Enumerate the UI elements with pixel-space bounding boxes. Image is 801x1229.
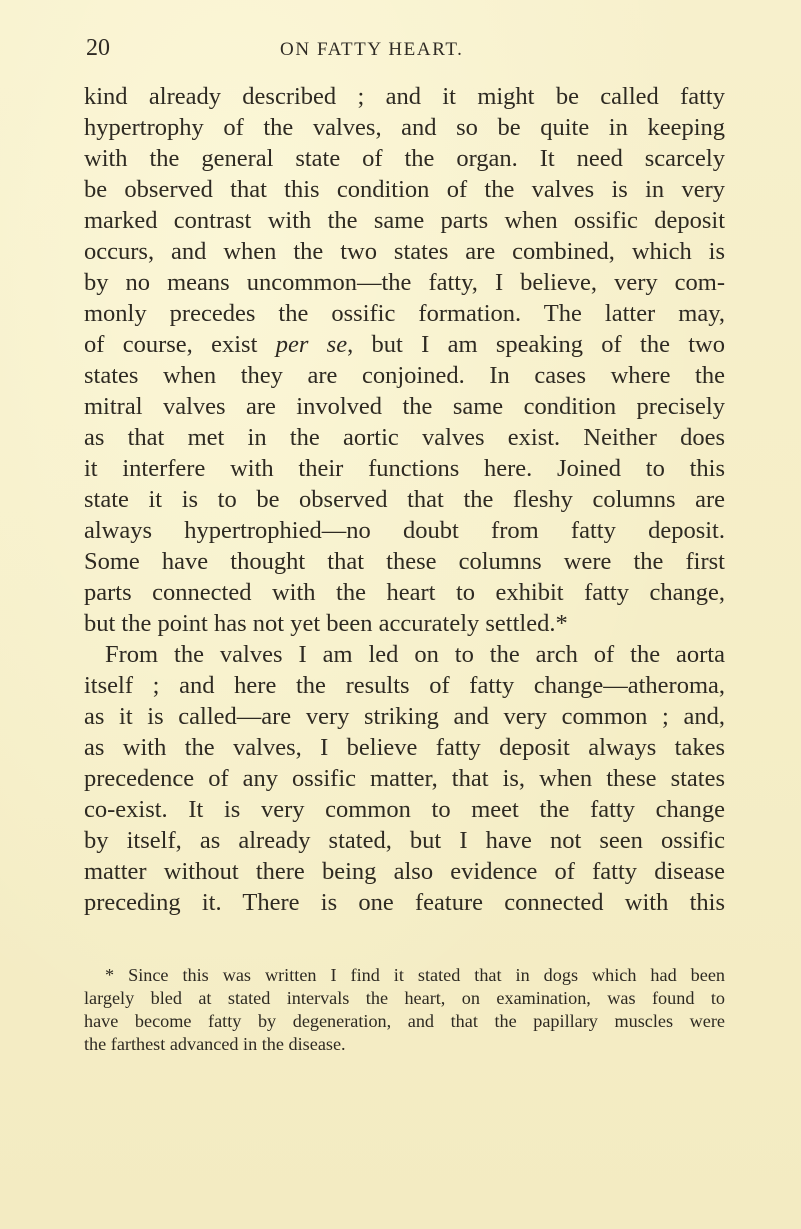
italic-latin-phrase: per se — [275, 331, 348, 358]
text-line: always hypertrophied—no doubt from fatty deposit. — [84, 517, 725, 544]
text-line-with-italic — [84, 329, 725, 360]
text-line: mitral valves are involved the same condition precisely — [84, 393, 725, 420]
footnote — [84, 964, 725, 1056]
text-line: occurs, and when the two states are combined, which is — [84, 238, 725, 265]
text-line: parts connected with the heart to exhibit fatty change, — [84, 579, 725, 606]
footnote-line: largely bled at stated intervals the heart, on examination, was found to — [84, 988, 725, 1008]
text-line: as with the valves, I believe fatty deposit always takes — [84, 734, 725, 761]
text-line: states when they are conjoined. In cases where the — [84, 362, 725, 389]
text-line: matter without there being also evidence of fatty disease — [84, 858, 725, 885]
page-header — [0, 34, 801, 64]
text-line: preceding it. There is one feature connected with this — [84, 889, 725, 916]
text-line: it interfere with their functions here. Joined to this — [84, 455, 725, 482]
running-head: ON FATTY HEART. — [280, 39, 464, 60]
footnote-line: the farthest advanced in the disease. — [84, 1034, 346, 1054]
text-line: as that met in the aortic valves exist. Neither does — [84, 424, 725, 451]
text-line: be observed that this condition of the valves is in very — [84, 176, 725, 203]
text-line: Some have thought that these columns were the first — [84, 548, 725, 575]
text-line: itself ; and here the results of fatty change—atheroma, — [84, 672, 725, 699]
text-line: precedence of any ossific matter, that is, when these states — [84, 765, 725, 792]
body-text — [84, 81, 725, 918]
text-line: state it is to be observed that the fleshy columns are — [84, 486, 725, 513]
text-line: monly precedes the ossific formation. The latter may, — [84, 300, 725, 327]
text-line: marked contrast with the same parts when ossific deposit — [84, 207, 725, 234]
text-line: by itself, as already stated, but I have not seen ossific — [84, 827, 725, 854]
text-line: with the general state of the organ. It need scarcely — [84, 145, 725, 172]
page-number: 20 — [86, 35, 110, 61]
text-line: hypertrophy of the valves, and so be quite in keeping — [84, 114, 725, 141]
text-segment: of course, exist — [84, 331, 276, 358]
text-line: as it is called—are very striking and very common ; and, — [84, 703, 725, 730]
text-line: kind already described ; and it might be called fatty — [84, 83, 725, 110]
text-line: by no means uncommon—the fatty, I believe, very com- — [84, 269, 725, 296]
footnote-line: have become fatty by degeneration, and that the papillary muscles were — [84, 1011, 725, 1031]
text-segment: , but I am speaking of the two — [347, 331, 726, 358]
text-line: but the point has not yet been accurately settled.* — [84, 610, 568, 637]
text-line-paragraph-start: From the valves I am led on to the arch of the aorta — [105, 641, 725, 668]
footnote-line: * Since this was written I find it stated that in dogs which had been — [105, 965, 725, 985]
text-line: co-exist. It is very common to meet the fatty change — [84, 796, 725, 823]
